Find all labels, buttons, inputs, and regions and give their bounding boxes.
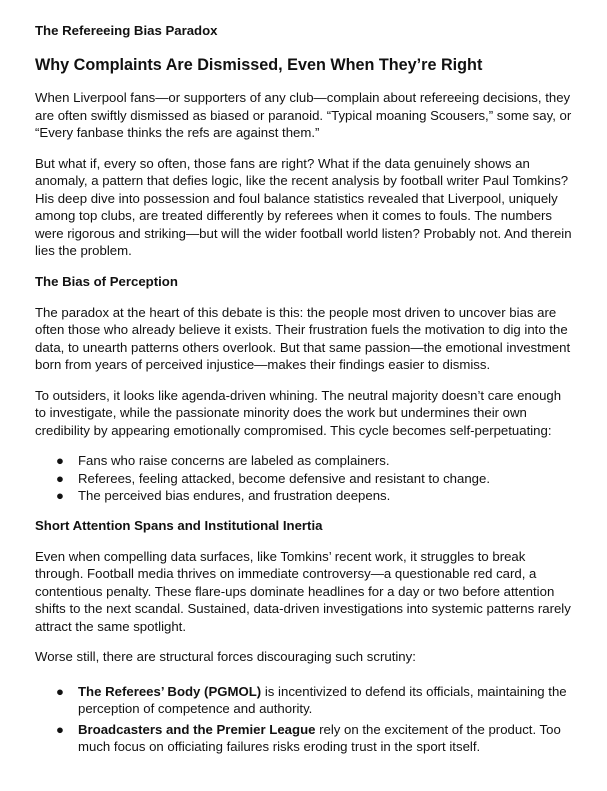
bullet-icon: ● [56, 721, 64, 737]
list-item [35, 487, 573, 505]
section1-paragraph-1: The paradox at the heart of this debate is this: the people most driven to uncover bias are often those who already believe it exists. Their frustration fuels the motivation to dig into the data, to unearth patterns others overlook. But that same passion—the emotional investment born from years of perceived injustice—makes their findings easier to dismiss. [35, 304, 571, 372]
intro-paragraph-2: But what if, every so often, those fans are right? What if the data genuinely shows an anomaly, a pattern that defies logic, like the recent analysis by football writer Paul Tomkins? His deep dive into possession and foul balance statistics revealed that Liverpool, uniquely among top clubs, are treated differently by referees when it comes to fouls. The numbers were rigorous and striking—but will the wider football world listen? Probably not. And therein lies the problem. [35, 155, 572, 258]
section-heading-attention-spans: Short Attention Spans and Institutional Inertia [35, 517, 323, 533]
section2-paragraph-2: Worse still, there are structural forces discouraging such scrutiny: [35, 649, 416, 664]
list-item-text: Fans who raise concerns are labeled as complainers. [78, 453, 390, 468]
list-item-text: Referees, feeling attacked, become defensive and resistant to change. [78, 470, 490, 486]
cycle-bullet-list [35, 452, 573, 505]
section-heading-bias-of-perception: The Bias of Perception [35, 273, 178, 289]
intro-paragraph-1: When Liverpool fans—or supporters of any club—complain about refereeing decisions, they are often swiftly dismissed as biased or paranoid. “Typical moaning Scousers,” some say, or “Every fanbase thinks the refs are against them.” [35, 90, 572, 140]
list-item [35, 683, 573, 718]
bullet-icon: ● [56, 488, 64, 503]
list-item [35, 721, 573, 756]
section1-paragraph-2: To outsiders, it looks like agenda-driven whining. The neutral majority doesn’t care enough to investigate, while the passionate minority does the work but undermines their own credibility by appearing emotionally compromised. This cycle becomes self-perpetuating: [35, 387, 562, 438]
list-item-bold-lead: Broadcasters and the Premier League [78, 721, 316, 737]
list-item-bold-lead: The Referees’ Body (PGMOL) [78, 683, 262, 699]
bullet-icon: ● [56, 453, 64, 468]
structural-forces-list [35, 683, 573, 756]
article-heading: Why Complaints Are Dismissed, Even When They’re Right [35, 56, 483, 74]
list-item-text: rely on the excitement of the product. Too much focus on officiating failures risks eroding trust in the sport itself. [78, 721, 561, 754]
list-item-text: is incentivized to defend its officials, maintaining the perception of competence and authority. [78, 683, 567, 716]
document-title: The Refereeing Bias Paradox [35, 23, 218, 38]
section2-paragraph-1: Even when compelling data surfaces, like Tomkins’ recent work, it struggles to break through. Football media thrives on immediate controversy—a questionable red card, a contentious penalty. These flare-ups dominate headlines for a day or two before attention shifts to the next scandal. Sustained, data-driven investigations into systemic patterns rarely attract the same spotlight. [35, 548, 571, 634]
bullet-icon: ● [56, 683, 64, 699]
list-item [35, 452, 573, 470]
list-item-text: The perceived bias endures, and frustration deepens. [78, 488, 391, 503]
list-item [35, 470, 573, 488]
bullet-icon: ● [56, 470, 64, 486]
